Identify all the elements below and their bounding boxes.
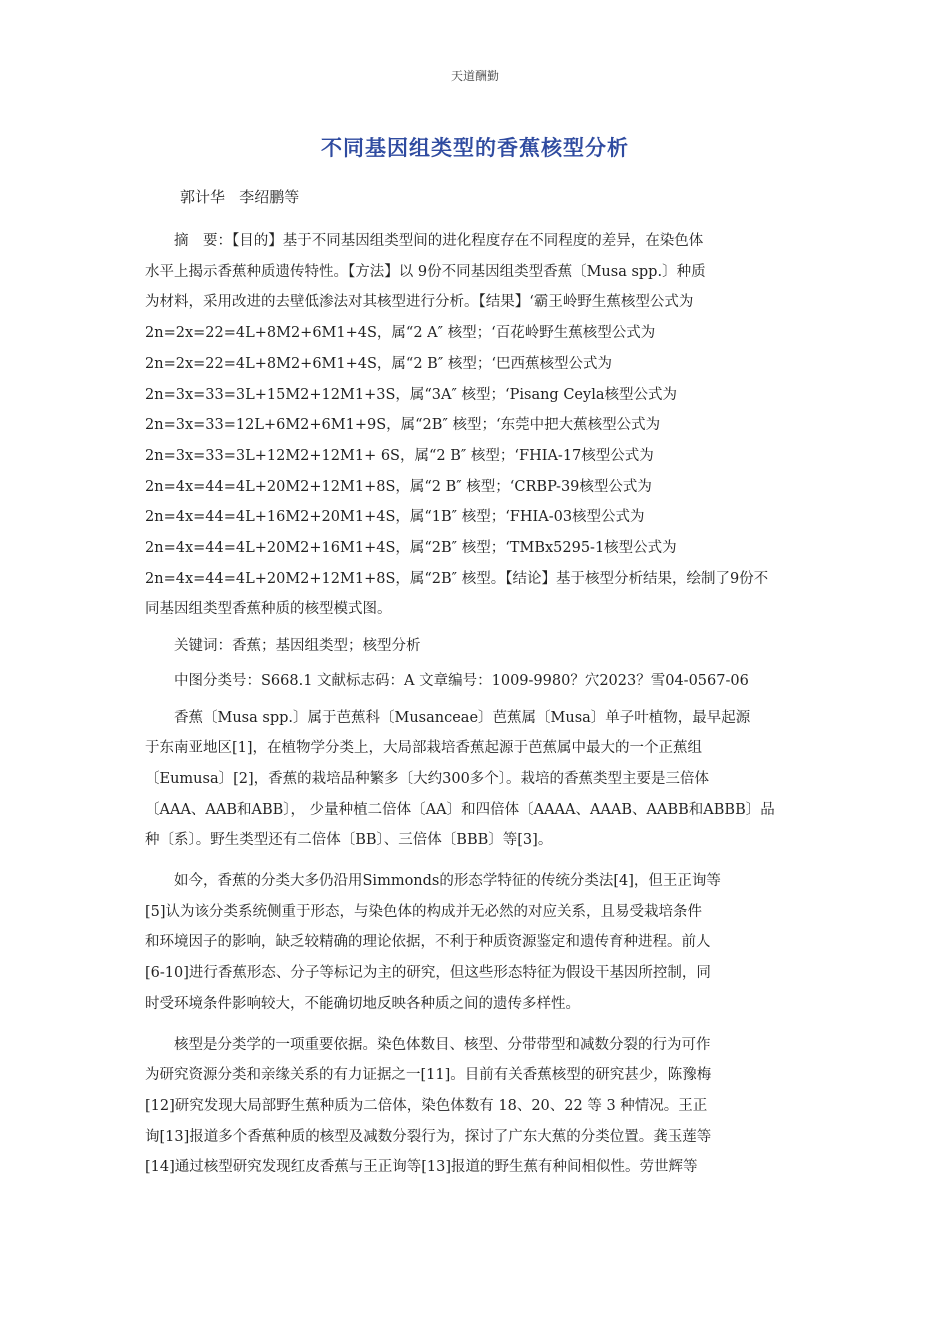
abstract-line: 2n=3x=33=3L+15M2+12M1+3S，属“3A″ 核型；‘Pisang Ceyla核型公式为 [145, 386, 677, 403]
paragraph-line: 种〔系〕。野生类型还有二倍体〔BB〕、三倍体〔BBB〕等[3]。 [145, 832, 553, 849]
abstract-line: 2n=4x=44=4L+20M2+12M1+8S，属“2B″ 核型。【结论】基于核型分析结果，绘制了9份不 [145, 570, 769, 587]
abstract-line: 2n=4x=44=4L+20M2+16M1+4S，属“2B″ 核型；‘TMBx5295-1核型公式为 [145, 540, 677, 557]
classification-text: 中图分类号：S668.1 文献标志码：A 文章编号：1009-9980？穴2023？雪04-0567-06 [174, 672, 749, 689]
abstract-line: 为材料，采用改进的去壁低渗法对其核型进行分析。【结果】‘霸王岭野生蕉核型公式为 [145, 294, 694, 311]
article-body [145, 226, 800, 1193]
paragraph-line: 和环境因子的影响，缺乏较精确的理论依据，不利于种质资源鉴定和遗传育种进程。前人 [145, 934, 711, 951]
classification-info [145, 666, 800, 697]
article-title: 不同基因组类型的香蕉核型分析 [321, 136, 629, 160]
body-paragraph-2 [145, 866, 800, 1020]
abstract [145, 226, 800, 625]
keywords [145, 631, 800, 662]
paragraph-line: 〔Eumusa〕[2]，香蕉的栽培品种繁多〔大约300多个〕。栽培的香蕉类型主要是三倍体 [145, 770, 710, 787]
paragraph-line: 于东南亚地区[1]，在植物学分类上，大局部栽培香蕉起源于芭蕉属中最大的一个正蕉组 [145, 740, 703, 757]
paragraph-line: 询[13]报道多个香蕉种质的核型及减数分裂行为，探讨了广东大蕉的分类位置。龚玉莲等 [145, 1128, 712, 1145]
abstract-line: 摘 要：【目的】基于不同基因组类型间的进化程度存在不同程度的差异，在染色体 [174, 233, 704, 249]
paragraph-line: 〔AAA、AAB和ABB〕， 少量种植二倍体〔AA〕和四倍体〔AAAA、AAAB、AABB和ABBB〕品 [145, 801, 775, 818]
paragraph-line: 时受环境条件影响较大，不能确切地反映各种质之间的遗传多样性。 [145, 995, 580, 1012]
paragraph-line: [14]通过核型研究发现红皮香蕉与王正询等[13]报道的野生蕉有种间相似性。劳世辉等 [145, 1159, 698, 1176]
paragraph-line: [6-10]进行香蕉形态、分子等标记为主的研究，但这些形态特征为假设干基因所控制，同 [145, 965, 711, 982]
body-paragraph-3 [145, 1030, 800, 1184]
paragraph-line: 香蕉〔Musa spp.〕属于芭蕉科〔Musanceae〕芭蕉属〔Musa〕单子叶植物，最早起源 [174, 709, 751, 726]
abstract-line: 2n=2x=22=4L+8M2+6M1+4S，属“2 B″ 核型；‘巴西蕉核型公式为 [145, 355, 612, 372]
paragraph-line: [5]认为该分类系统侧重于形态，与染色体的构成并无必然的对应关系，且易受栽培条件 [145, 903, 703, 920]
author-list: 郭计华 李绍鹏等 [180, 188, 300, 206]
paragraph-line: 如今，香蕉的分类大多仍沿用Simmonds的形态学特征的传统分类法[4]，但王正询等 [174, 873, 721, 890]
abstract-line: 2n=4x=44=4L+20M2+12M1+8S，属“2 B″ 核型；‘CRBP-39核型公式为 [145, 478, 652, 495]
body-paragraph-1 [145, 703, 800, 857]
paragraph-line: 核型是分类学的一项重要依据。染色体数目、核型、分带带型和减数分裂的行为可作 [174, 1036, 711, 1053]
paragraph-line: 为研究资源分类和亲缘关系的有力证据之一[11]。目前有关香蕉核型的研究甚少，陈豫梅 [145, 1067, 712, 1084]
abstract-line: 2n=4x=44=4L+16M2+20M1+4S，属“1B″ 核型；‘FHIA-03核型公式为 [145, 509, 645, 526]
keywords-text: 关键词：香蕉；基因组类型；核型分析 [174, 638, 421, 655]
abstract-line: 水平上揭示香蕉种质遗传特性。【方法】以 9份不同基因组类型香蕉〔Musa spp.〕种质 [145, 263, 706, 280]
abstract-line: 2n=2x=22=4L+8M2+6M1+4S，属“2 A″ 核型；‘百花岭野生蕉核型公式为 [145, 325, 656, 342]
paragraph-line: [12]研究发现大局部野生蕉种质为二倍体，染色体数有 18、20、22 等 3 种情况。王正 [145, 1097, 708, 1114]
abstract-line: 同基因组类型香蕉种质的核型模式图。 [145, 601, 392, 618]
abstract-line: 2n=3x=33=3L+12M2+12M1+ 6S，属“2 B″ 核型；‘FHIA-17核型公式为 [145, 447, 654, 464]
abstract-line: 2n=3x=33=12L+6M2+6M1+9S，属“2B″ 核型；‘东莞中把大蕉核型公式为 [145, 417, 661, 434]
page-header: 天道酬勤 [450, 69, 499, 83]
